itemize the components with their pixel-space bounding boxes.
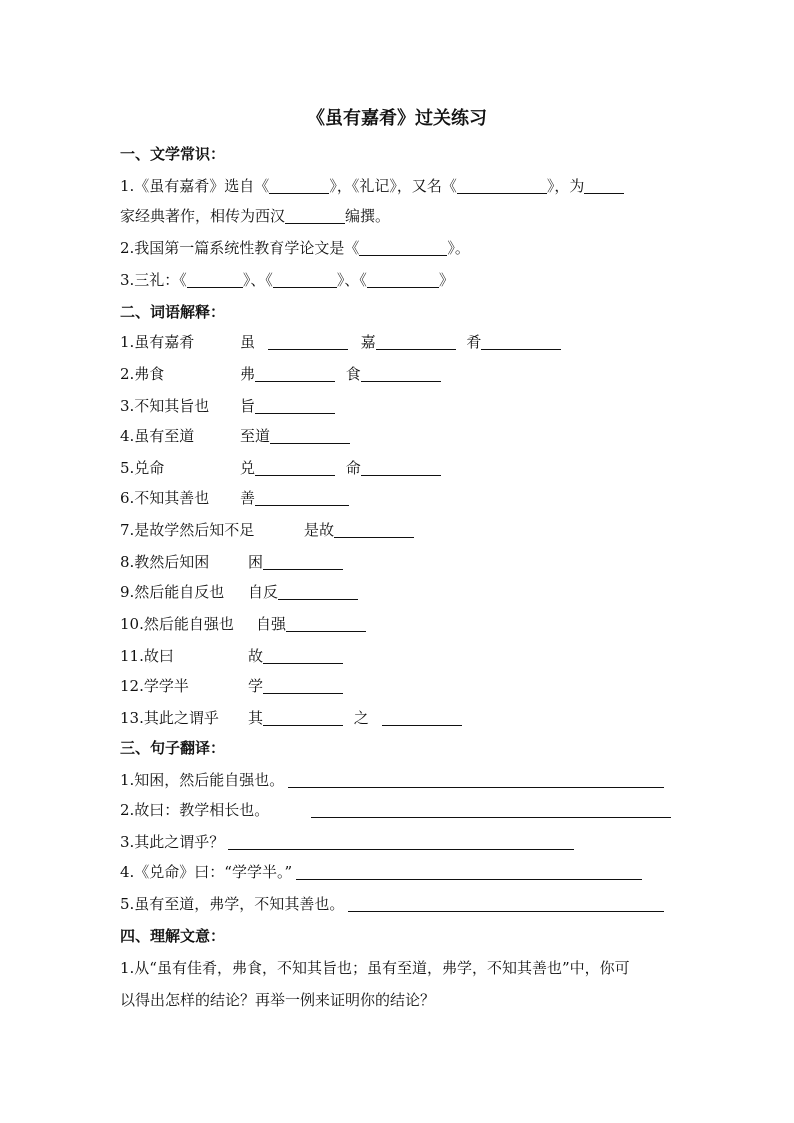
vocab-word: 肴 [466,333,482,351]
vocab-word: 虽 [240,333,256,351]
translation-item-4 [120,862,642,882]
answer-blank[interactable] [334,521,414,538]
vocab-item-4-answers [240,426,350,446]
sentence: 2.故曰：教学相长也。 [120,801,270,819]
vocab-item-3 [120,396,209,416]
vocab-word: 弗 [240,365,256,383]
answer-blank[interactable] [255,397,335,414]
vocab-word: 是故 [304,521,335,539]
text: 》，为 [546,177,585,195]
vocab-word: 命 [345,459,361,477]
answer-blank[interactable] [359,239,447,256]
vocab-item-3-answers [240,396,335,416]
vocab-item-10-answers [256,614,366,634]
vocab-phrase: 6.不知其善也 [120,489,210,507]
answer-blank[interactable] [278,583,358,600]
text: 2.我国第一篇系统性教育学论文是《 [120,239,360,257]
text: 》。 [447,239,470,257]
vocab-item-8 [120,552,209,572]
vocab-phrase: 3.不知其旨也 [120,397,210,415]
answer-blank[interactable] [263,709,343,726]
vocab-phrase: 8.教然后知困 [120,553,210,571]
vocab-item-7-answers [304,520,414,540]
question-1-1-cont [120,206,390,226]
vocab-item-9 [120,582,224,602]
vocab-item-8-answers [248,552,343,572]
vocab-word: 嘉 [360,333,376,351]
answer-blank[interactable] [285,207,345,224]
answer-blank[interactable] [288,771,664,788]
vocab-word: 兑 [240,459,256,477]
text: 1.《虽有嘉肴》选自《 [120,177,270,195]
answer-blank[interactable] [255,459,335,476]
vocab-phrase: 13.其此之谓乎 [120,709,219,727]
vocab-item-6 [120,488,209,508]
text: 》 [438,271,454,289]
comprehension-question-1: 1.从“虽有佳肴，弗食，不知其旨也；虽有至道，弗学，不知其善也”中，你可 [120,959,630,977]
answer-blank[interactable] [263,553,343,570]
sentence: 1.知困，然后能自强也。 [120,771,285,789]
vocab-item-12-answers [248,676,343,696]
answer-blank[interactable] [263,677,343,694]
vocab-word: 之 [353,709,369,727]
answer-blank[interactable] [367,271,439,288]
vocab-item-7 [120,520,254,540]
vocab-phrase: 11.故曰 [120,647,174,665]
section-heading-literature: 一、文学常识： [120,145,226,163]
sentence: 3.其此之谓乎？ [120,833,225,851]
answer-blank[interactable] [273,271,337,288]
section-heading-translation: 三、句子翻译： [120,739,226,757]
question-1-1 [120,176,624,196]
section-heading-comprehension: 四、理解文意： [120,927,226,945]
vocab-word: 故 [248,647,264,665]
vocab-word: 困 [248,553,264,571]
question-1-3 [120,270,454,290]
text: 3.三礼：《 [120,271,187,289]
answer-blank[interactable] [584,177,624,194]
vocab-phrase: 4.虽有至道 [120,427,195,445]
worksheet-title: 《虽有嘉肴》过关练习 [307,108,487,129]
vocab-phrase: 10.然后能自强也 [120,615,234,633]
vocab-phrase: 5.兑命 [120,459,165,477]
vocab-phrase: 1.虽有嘉肴 [120,333,195,351]
vocab-item-2 [120,364,164,384]
translation-item-5 [120,894,664,914]
answer-blank[interactable] [255,489,349,506]
answer-blank[interactable] [382,709,462,726]
answer-blank[interactable] [361,365,441,382]
text: 编撰。 [345,207,391,225]
answer-blank[interactable] [361,459,441,476]
answer-blank[interactable] [457,177,547,194]
answer-blank[interactable] [268,333,348,350]
vocab-item-10 [120,614,234,634]
vocab-item-11 [120,646,174,666]
text: 》，《礼记》，又名《 [329,177,457,195]
translation-item-2 [120,800,671,820]
vocab-item-1-answers [240,332,561,352]
vocab-item-11-answers [248,646,343,666]
translation-item-1 [120,770,664,790]
vocab-word: 食 [345,365,361,383]
answer-blank[interactable] [263,647,343,664]
vocab-item-6-answers [240,488,349,508]
vocab-item-5-answers [240,458,441,478]
vocab-item-13-answers [248,708,462,728]
answer-blank[interactable] [311,801,671,818]
vocab-word: 自强 [256,615,287,633]
vocab-item-1 [120,332,194,352]
answer-blank[interactable] [481,333,561,350]
answer-blank[interactable] [286,615,366,632]
vocab-item-5 [120,458,164,478]
vocab-item-12 [120,676,189,696]
answer-blank[interactable] [270,427,350,444]
vocab-word: 旨 [240,397,256,415]
vocab-phrase: 12.学学半 [120,677,189,695]
answer-blank[interactable] [228,833,574,850]
vocab-phrase: 9.然后能自反也 [120,583,225,601]
answer-blank[interactable] [296,863,642,880]
vocab-phrase: 2.弗食 [120,365,165,383]
question-1-2 [120,238,470,258]
answer-blank[interactable] [376,333,456,350]
vocab-word: 至道 [240,427,271,445]
vocab-word: 善 [240,489,256,507]
text: 家经典著作，相传为西汉 [120,207,286,225]
vocab-item-9-answers [248,582,358,602]
sentence: 4.《兑命》曰：“学学半。” [120,863,293,881]
answer-blank[interactable] [348,895,664,912]
text: 》、《 [242,271,273,289]
answer-blank[interactable] [187,271,243,288]
vocab-phrase: 7.是故学然后知不足 [120,521,255,539]
answer-blank[interactable] [255,365,335,382]
translation-item-3 [120,832,574,852]
vocab-item-4 [120,426,194,446]
answer-blank[interactable] [269,177,329,194]
section-heading-vocabulary: 二、词语解释： [120,303,226,321]
text: 》、《 [336,271,367,289]
vocab-word: 学 [248,677,264,695]
comprehension-question-1-cont: 以得出怎样的结论？再举一例来证明你的结论？ [120,991,436,1009]
vocab-word: 其 [248,709,264,727]
vocab-item-2-answers [240,364,441,384]
vocab-word: 自反 [248,583,279,601]
sentence: 5.虽有至道，弗学，不知其善也。 [120,895,345,913]
vocab-item-13 [120,708,219,728]
